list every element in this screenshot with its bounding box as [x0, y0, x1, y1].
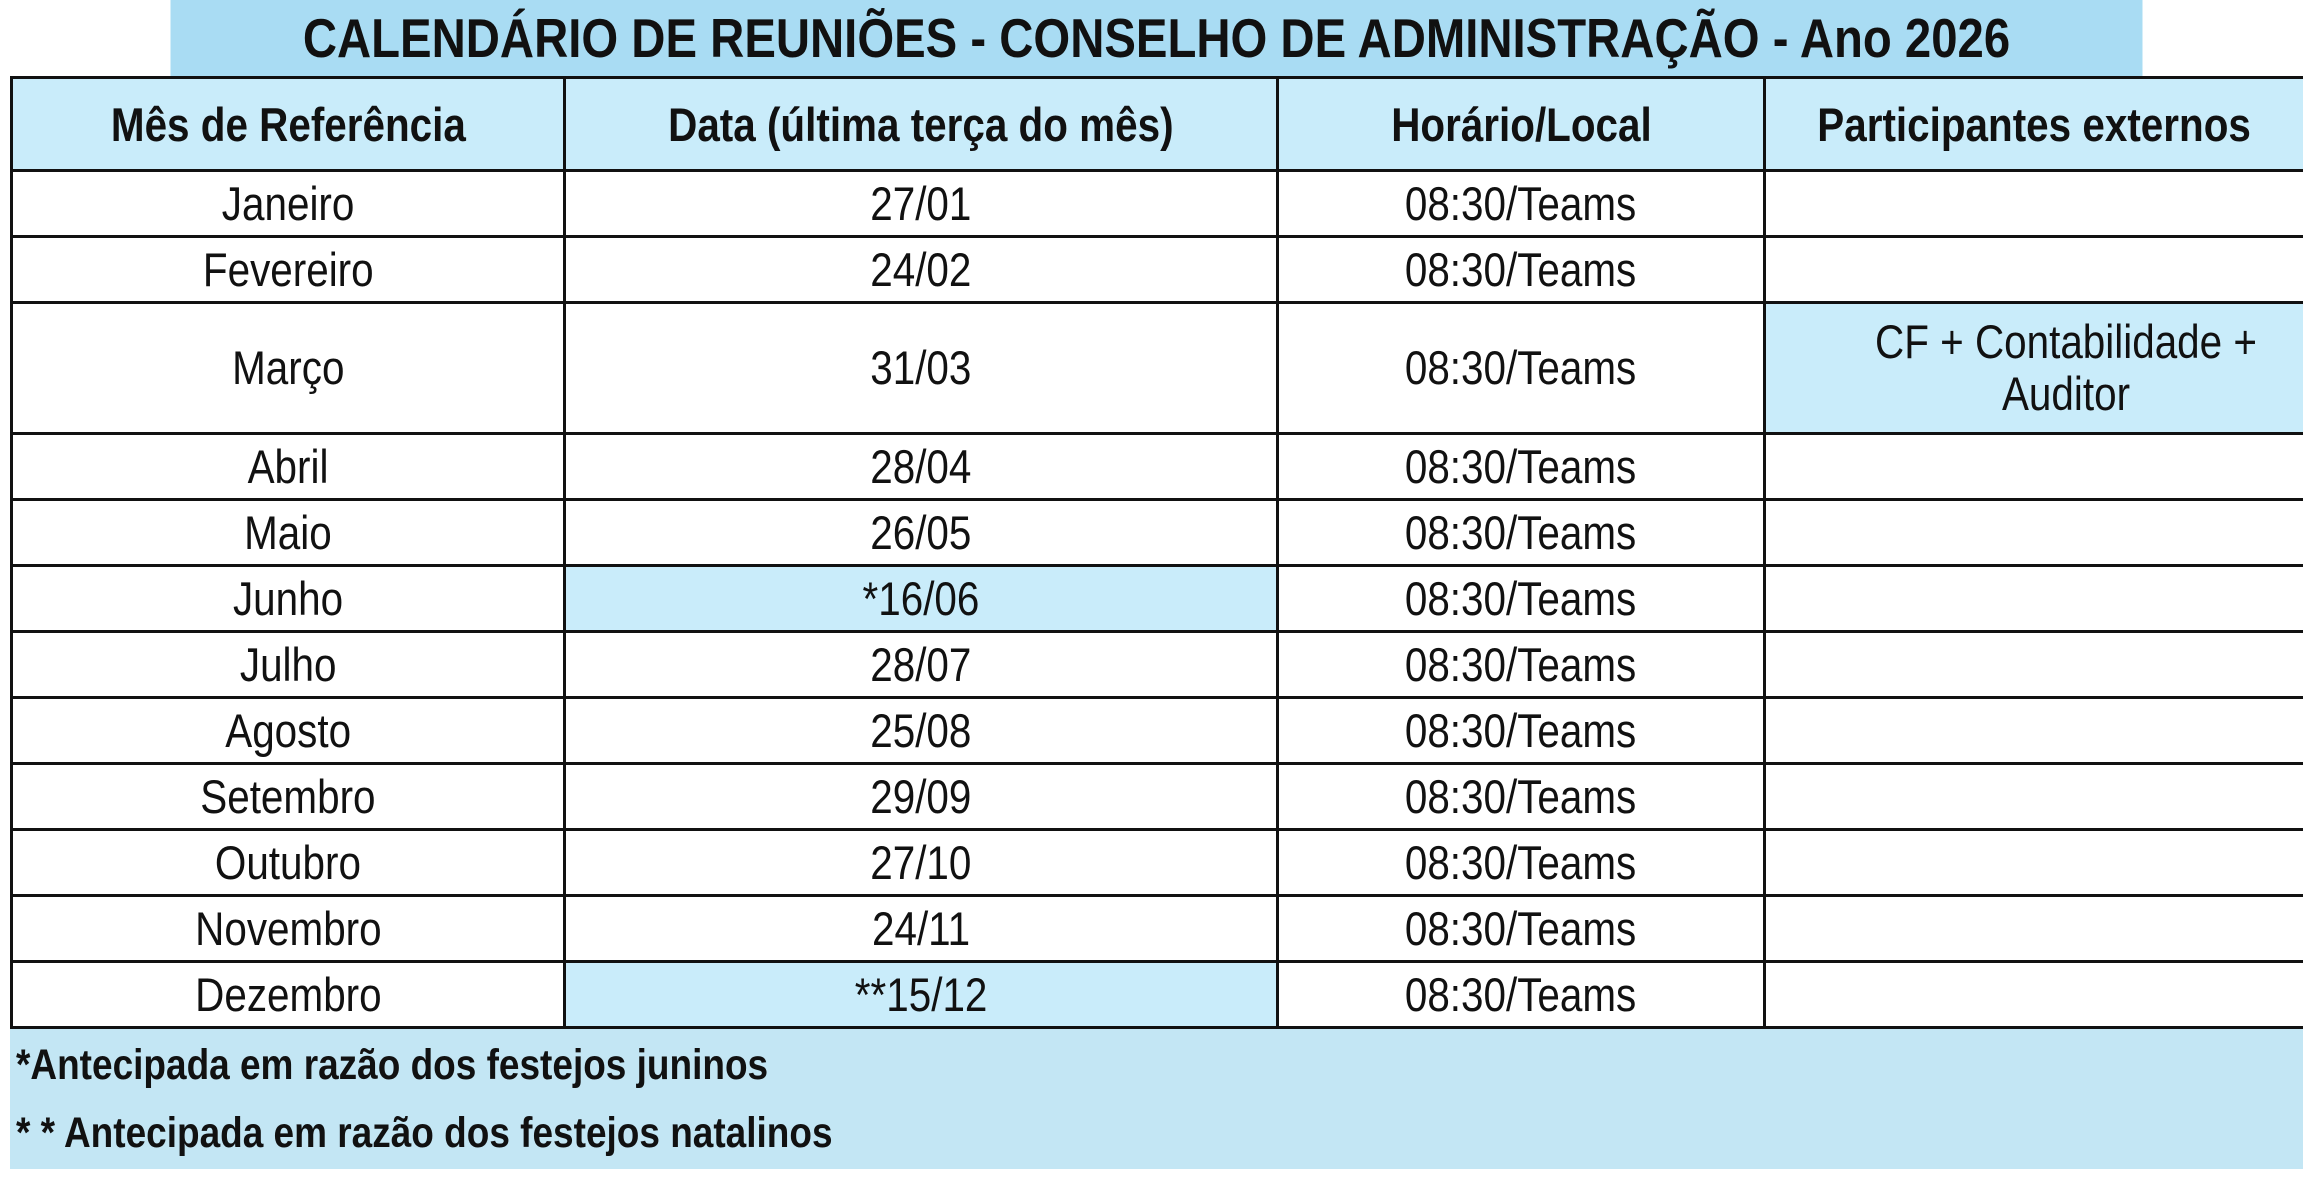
footnote-december: * * Antecipada em razão dos festejos natalinos [16, 1109, 833, 1157]
date-cell: 26/05 [565, 500, 1278, 566]
footnotes [10, 1029, 2303, 1169]
header-date: Data (última terça do mês) [565, 78, 1278, 171]
participants-cell [1765, 764, 2303, 830]
participants-cell [1765, 830, 2303, 896]
table-row [12, 830, 2303, 896]
participants-cell [1765, 500, 2303, 566]
time-location-cell: 08:30/Teams [1278, 896, 1765, 962]
calendar-sheet [10, 0, 2303, 1182]
time-location-cell: 08:30/Teams [1278, 171, 1765, 237]
meetings-table [10, 76, 2303, 1029]
date-cell: 24/02 [565, 237, 1278, 303]
month-cell: Janeiro [12, 171, 565, 237]
table-row [12, 500, 2303, 566]
table-row [12, 566, 2303, 632]
participants-cell [1765, 566, 2303, 632]
header-row [12, 78, 2303, 171]
time-location-cell: 08:30/Teams [1278, 632, 1765, 698]
time-location-cell: 08:30/Teams [1278, 237, 1765, 303]
month-cell: Dezembro [12, 962, 565, 1028]
table-row [12, 962, 2303, 1028]
table-row [12, 764, 2303, 830]
table-row [12, 303, 2303, 434]
table-row [12, 237, 2303, 303]
month-cell: Junho [12, 566, 565, 632]
footnote-june: *Antecipada em razão dos festejos juninos [16, 1041, 769, 1089]
table-row [12, 171, 2303, 237]
time-location-cell: 08:30/Teams [1278, 303, 1765, 434]
date-cell: 28/04 [565, 434, 1278, 500]
time-location-cell: 08:30/Teams [1278, 830, 1765, 896]
time-location-cell: 08:30/Teams [1278, 566, 1765, 632]
participants-cell [1765, 237, 2303, 303]
date-cell: *16/06 [565, 566, 1278, 632]
date-cell: 27/10 [565, 830, 1278, 896]
time-location-cell: 08:30/Teams [1278, 434, 1765, 500]
time-location-cell: 08:30/Teams [1278, 500, 1765, 566]
month-cell: Maio [12, 500, 565, 566]
participants-cell [1765, 896, 2303, 962]
month-cell: Outubro [12, 830, 565, 896]
participants-cell: CF + Contabilidade + Auditor [1765, 303, 2303, 434]
header-external-participants: Participantes externos [1765, 78, 2303, 171]
table-row [12, 632, 2303, 698]
month-cell: Setembro [12, 764, 565, 830]
month-cell: Fevereiro [12, 237, 565, 303]
header-month: Mês de Referência [12, 78, 565, 171]
month-cell: Março [12, 303, 565, 434]
date-cell: 24/11 [565, 896, 1278, 962]
participants-cell [1765, 698, 2303, 764]
time-location-cell: 08:30/Teams [1278, 698, 1765, 764]
time-location-cell: 08:30/Teams [1278, 764, 1765, 830]
table-row [12, 698, 2303, 764]
date-cell: **15/12 [565, 962, 1278, 1028]
date-cell: 25/08 [565, 698, 1278, 764]
month-cell: Abril [12, 434, 565, 500]
time-location-cell: 08:30/Teams [1278, 962, 1765, 1028]
date-cell: 28/07 [565, 632, 1278, 698]
page-title: CALENDÁRIO DE REUNIÕES - CONSELHO DE ADMINISTRAÇÃO - Ano 2026 [171, 0, 2143, 76]
date-cell: 31/03 [565, 303, 1278, 434]
date-cell: 29/09 [565, 764, 1278, 830]
month-cell: Julho [12, 632, 565, 698]
participants-cell [1765, 632, 2303, 698]
participants-cell [1765, 434, 2303, 500]
participants-cell [1765, 962, 2303, 1028]
date-cell: 27/01 [565, 171, 1278, 237]
table-row [12, 434, 2303, 500]
table-row [12, 896, 2303, 962]
month-cell: Agosto [12, 698, 565, 764]
participants-cell [1765, 171, 2303, 237]
month-cell: Novembro [12, 896, 565, 962]
header-time-location: Horário/Local [1278, 78, 1765, 171]
